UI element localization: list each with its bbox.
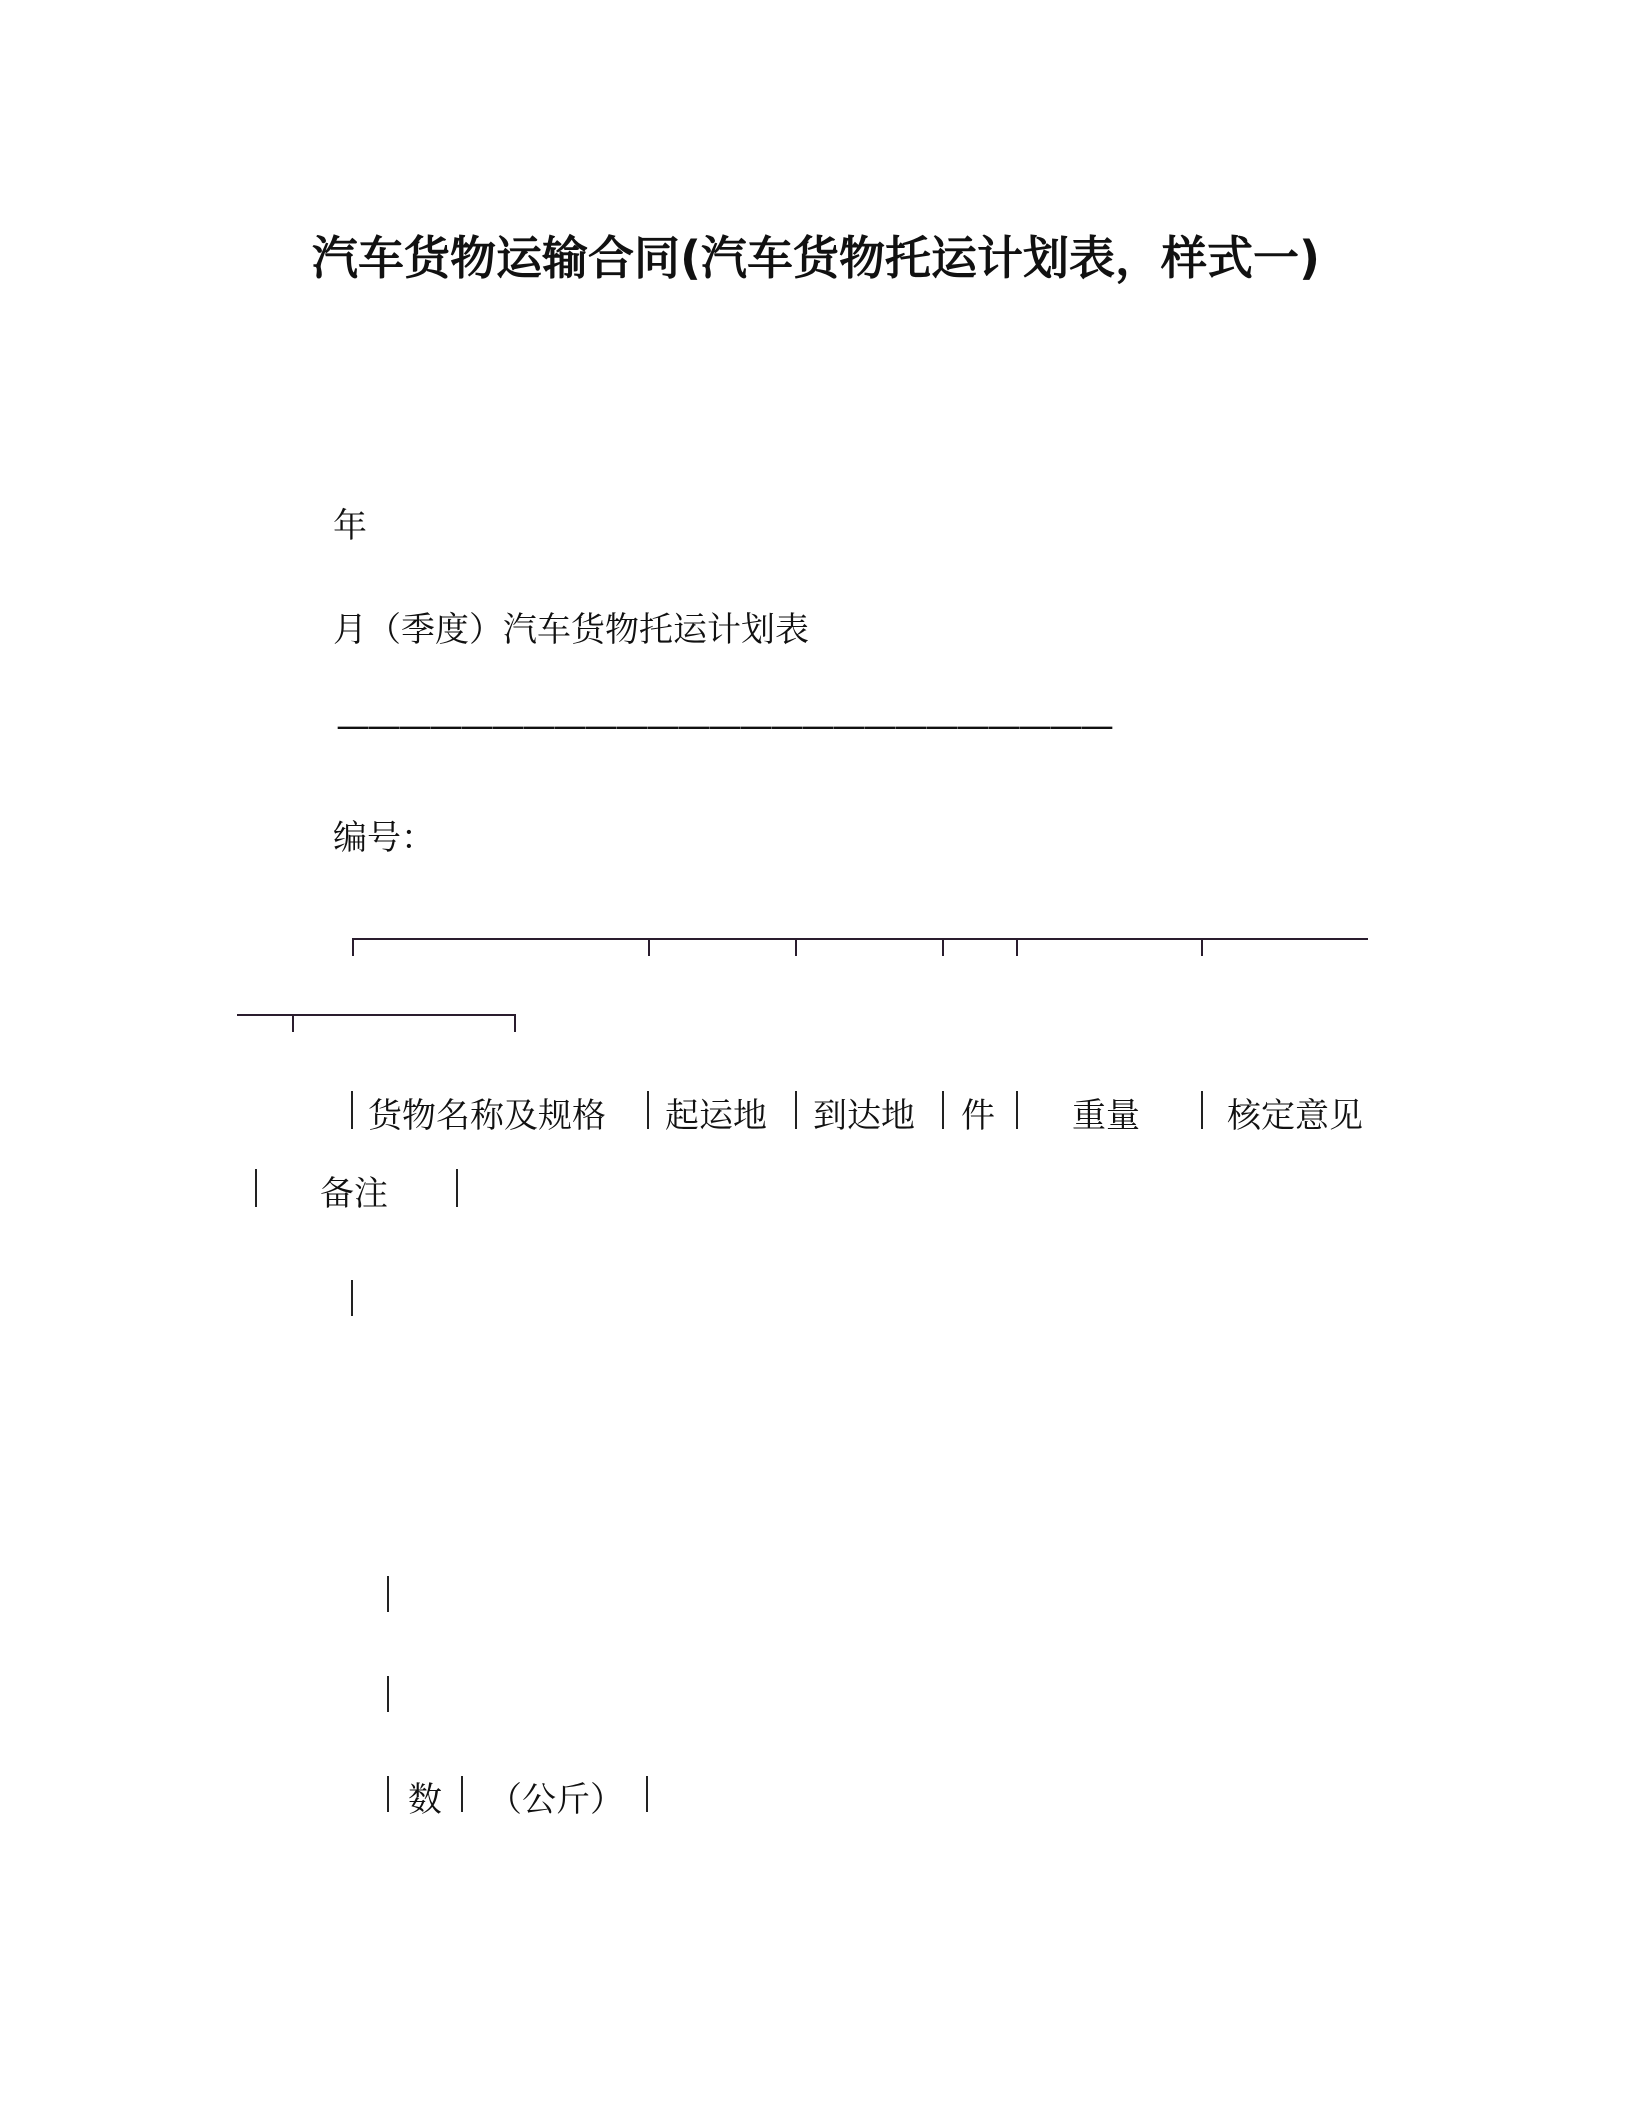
cell-separator	[461, 1776, 463, 1812]
cell-separator	[1016, 1091, 1018, 1129]
top-border-line	[352, 938, 1368, 940]
cell-separator	[646, 1776, 648, 1812]
cell-separator	[351, 1091, 353, 1129]
border-tick	[1016, 938, 1018, 956]
header-remarks: 备注	[320, 1174, 388, 1214]
cell-separator	[456, 1169, 458, 1207]
cell-separator	[1201, 1091, 1203, 1129]
cell-separator	[255, 1169, 257, 1207]
top-border-line	[237, 1014, 515, 1016]
cell-separator	[387, 1676, 389, 1712]
cell-separator	[351, 1280, 353, 1316]
cell-separator	[387, 1776, 389, 1812]
border-tick	[1201, 938, 1203, 956]
header-destination: 到达地	[813, 1096, 915, 1136]
header-opinion: 核定意见	[1227, 1096, 1363, 1136]
cell-separator	[387, 1576, 389, 1612]
header-pieces: 件	[961, 1096, 995, 1136]
cell-separator	[647, 1091, 649, 1129]
header-weight: 重量	[1072, 1096, 1140, 1136]
border-tick	[942, 938, 944, 956]
number-label: 编号：	[333, 818, 435, 858]
header-origin: 起运地	[665, 1096, 767, 1136]
border-tick	[514, 1014, 516, 1032]
cell-separator	[942, 1091, 944, 1129]
page-title: 汽车货物运输合同(汽车货物托运计划表，样式一)	[311, 231, 1321, 285]
border-tick	[292, 1014, 294, 1032]
dash-separator: —————————————————————————	[336, 706, 1111, 746]
year-label: 年	[333, 506, 367, 546]
cell-separator	[795, 1091, 797, 1129]
header-goods-name: 货物名称及规格	[368, 1096, 606, 1136]
subheader-count: 数	[408, 1780, 442, 1820]
border-tick	[648, 938, 650, 956]
border-tick	[795, 938, 797, 956]
border-tick	[352, 938, 354, 956]
month-season-line: 月（季度）汽车货物托运计划表	[333, 610, 809, 650]
subheader-kg: （公斤）	[488, 1780, 624, 1820]
